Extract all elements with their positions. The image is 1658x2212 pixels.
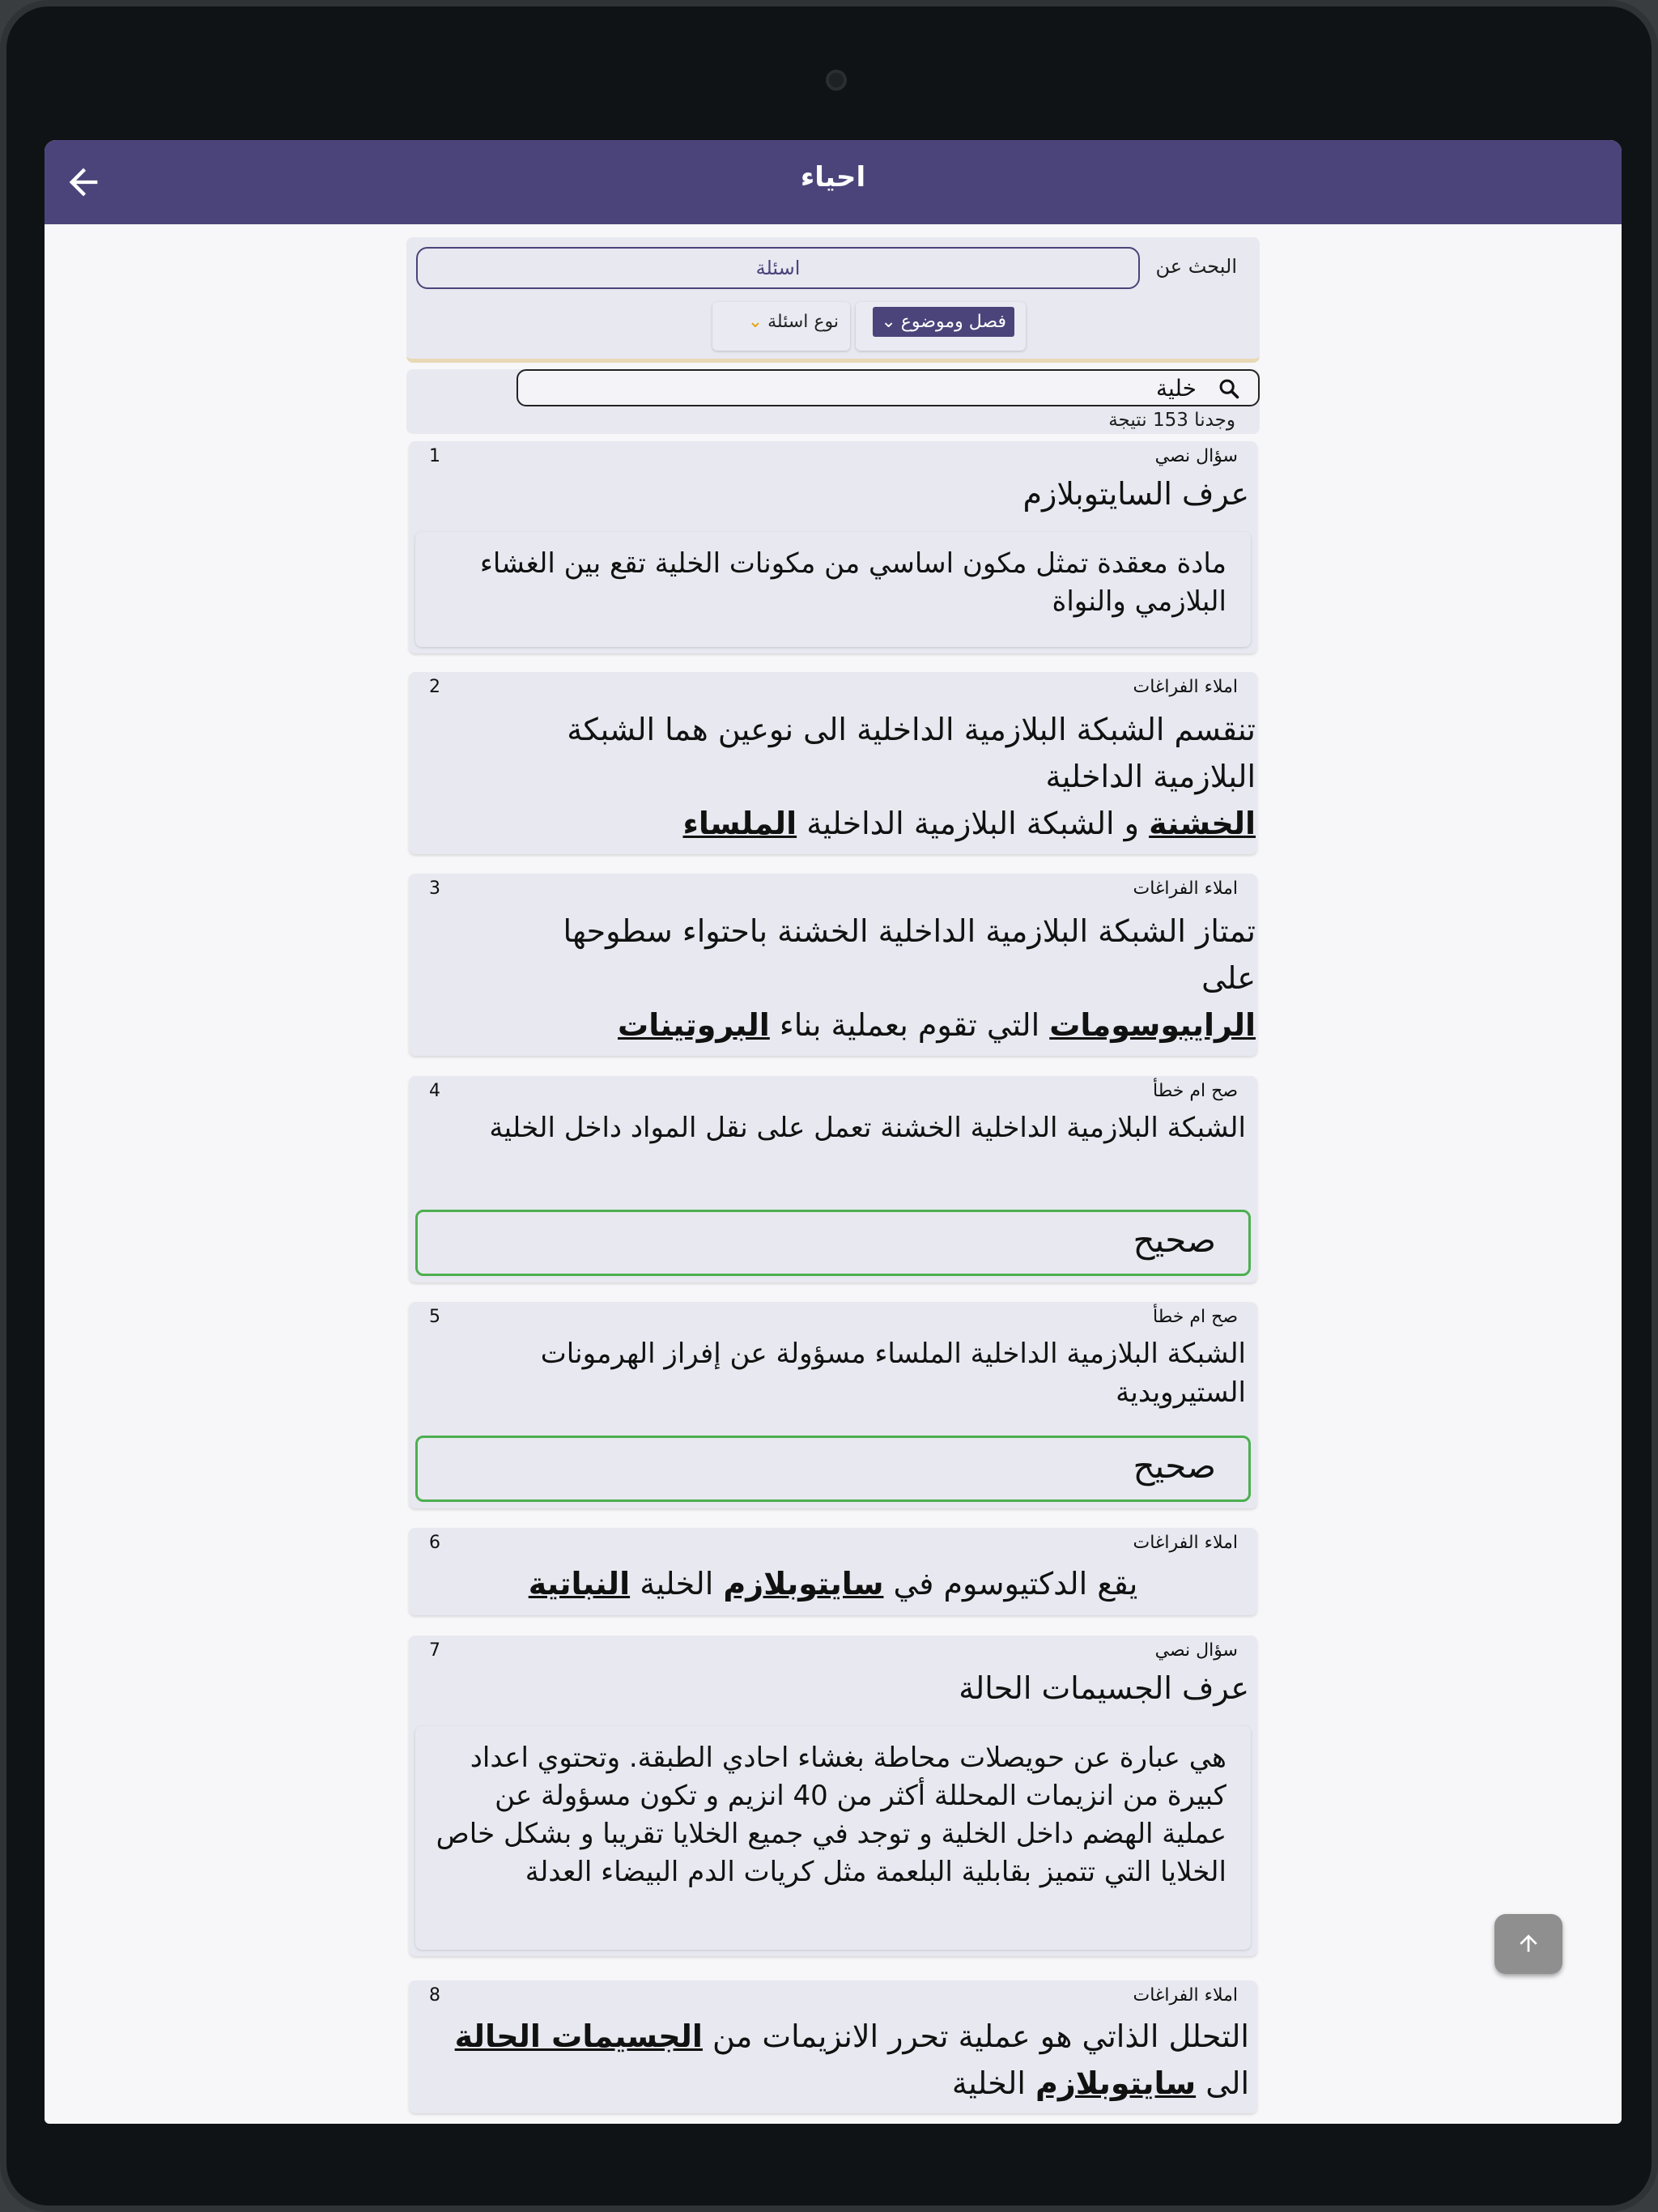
blank-answer: الرايبوسومات xyxy=(1049,1007,1256,1043)
question-card-2[interactable] xyxy=(409,672,1257,854)
question-type: املاء الفراغات xyxy=(1133,1985,1238,2006)
arrow-up-icon xyxy=(1516,1930,1541,1956)
question-number: 2 xyxy=(429,677,440,697)
question-number: 6 xyxy=(429,1533,440,1553)
search-for-label: البحث عن xyxy=(1155,255,1237,278)
question-type-label: نوع اسئلة xyxy=(767,312,839,332)
blank-answer: النباتية xyxy=(528,1566,631,1602)
question-number: 7 xyxy=(429,1640,440,1661)
filters-panel xyxy=(406,237,1260,363)
search-for-field[interactable]: اسئلة xyxy=(416,247,1140,289)
chapter-dropdown[interactable] xyxy=(856,302,1026,351)
blank-answer: الملساء xyxy=(682,806,797,841)
chevron-down-icon: ⌄ xyxy=(747,312,763,332)
question-text xyxy=(409,1560,1257,1607)
question-card-5[interactable] xyxy=(409,1302,1257,1508)
results-count: وجدنا 153 نتيجة xyxy=(1108,410,1235,431)
true-false-answer[interactable] xyxy=(415,1210,1251,1276)
question-text xyxy=(563,908,1256,1049)
question-fragment: التحلل الذاتي هو عملية تحرر الانزيمات من xyxy=(702,2018,1249,2054)
question-card-3[interactable] xyxy=(409,874,1257,1056)
blank-answer: سايتوبلازم xyxy=(1035,2065,1197,2101)
question-card-7[interactable] xyxy=(409,1636,1257,1956)
blank-answer: الجسيمات الحالة xyxy=(454,2018,703,2054)
question-text xyxy=(567,706,1256,847)
question-card-1[interactable] xyxy=(409,441,1257,653)
question-fragment: الى xyxy=(1196,2065,1249,2101)
blank-answer: الخشنة xyxy=(1149,806,1256,841)
question-card-6[interactable] xyxy=(409,1528,1257,1615)
question-number: 5 xyxy=(429,1307,440,1327)
question-fragment: و الشبكة البلازمية الداخلية xyxy=(797,806,1150,841)
question-type: سؤال نصي xyxy=(1154,1640,1238,1661)
answer-text: صحيح xyxy=(1133,1220,1216,1260)
blank-answer: البروتينات xyxy=(618,1007,770,1043)
answer-text: هي عبارة عن حويصلات محاطة بغشاء احادي الطبقة. وتحتوي اعداد كبيرة من انزيمات المحللة أكثر من 40 انزيم و تكون مسؤولة عن عملية الهضم داخل الخلية و توجد في جميع الخلايا تقريبا و بشكل خاص الخلايا التي تتميز بقابلية البلعمة مثل كريات الدم البيضاء العدلة xyxy=(436,1742,1226,1888)
question-line: على xyxy=(1201,960,1256,996)
question-fragment: الخلية xyxy=(630,1566,724,1602)
search-icon[interactable] xyxy=(1218,377,1240,400)
chevron-down-icon: ⌄ xyxy=(881,312,896,332)
question-line xyxy=(567,800,1256,847)
search-panel xyxy=(406,369,1260,434)
page-title: احياء xyxy=(800,161,866,194)
question-fragment: الخلية xyxy=(951,2065,1036,2101)
question-line xyxy=(455,2013,1249,2060)
question-text: عرف الجسيمات الحالة xyxy=(959,1670,1249,1706)
question-number: 1 xyxy=(429,446,440,466)
question-type: صح ام خطأ xyxy=(1153,1081,1238,1101)
question-text xyxy=(455,2013,1249,2107)
app-screen xyxy=(45,140,1622,2124)
question-line: البلازمية الداخلية xyxy=(1045,759,1256,794)
question-type: املاء الفراغات xyxy=(1133,1533,1238,1553)
question-line xyxy=(455,2060,1249,2107)
answer-text: صحيح xyxy=(1133,1446,1216,1486)
question-type: املاء الفراغات xyxy=(1133,677,1238,697)
answer-box xyxy=(415,532,1251,647)
app-bar xyxy=(45,140,1622,224)
question-card-8[interactable] xyxy=(409,1980,1257,2113)
question-line xyxy=(563,1002,1256,1049)
question-line: تنقسم الشبكة البلازمية الداخلية الى نوعين هما الشبكة xyxy=(567,712,1256,747)
answer-text: مادة معقدة تمثل مكون اساسي من مكونات الخلية تقع بين الغشاء البلازمي والنواة xyxy=(479,547,1226,618)
true-false-answer[interactable] xyxy=(415,1436,1251,1502)
question-type-dropdown[interactable] xyxy=(712,302,850,351)
question-number: 3 xyxy=(429,878,440,899)
camera-icon xyxy=(826,70,847,91)
question-text: عرف السايتوبلازم xyxy=(1022,476,1249,512)
question-type: صح ام خطأ xyxy=(1153,1307,1238,1327)
question-fragment: يقع الدكتيوسوم في xyxy=(883,1566,1138,1602)
question-card-4[interactable] xyxy=(409,1076,1257,1283)
search-query: خلية xyxy=(1155,375,1197,402)
question-fragment: التي تقوم بعملية بناء xyxy=(769,1007,1050,1043)
question-text: الشبكة البلازمية الداخلية الخشنة تعمل على نقل المواد داخل الخلية xyxy=(489,1112,1246,1144)
search-input[interactable] xyxy=(517,369,1260,406)
scroll-top-button[interactable] xyxy=(1494,1914,1562,1974)
chapter-dropdown-label: فصل وموضوع xyxy=(900,312,1006,332)
question-type: املاء الفراغات xyxy=(1133,878,1238,899)
blank-answer: سايتوبلازم xyxy=(723,1566,884,1602)
answer-box xyxy=(415,1726,1251,1950)
question-number: 8 xyxy=(429,1985,440,2006)
question-text: الشبكة البلازمية الداخلية الملساء مسؤولة عن إفراز الهرمونات الستيرويدية xyxy=(540,1338,1246,1409)
question-number: 4 xyxy=(429,1081,440,1101)
question-type: سؤال نصي xyxy=(1154,446,1238,466)
question-line: تمتاز الشبكة البلازمية الداخلية الخشنة باحتواء سطوحها xyxy=(563,913,1256,949)
